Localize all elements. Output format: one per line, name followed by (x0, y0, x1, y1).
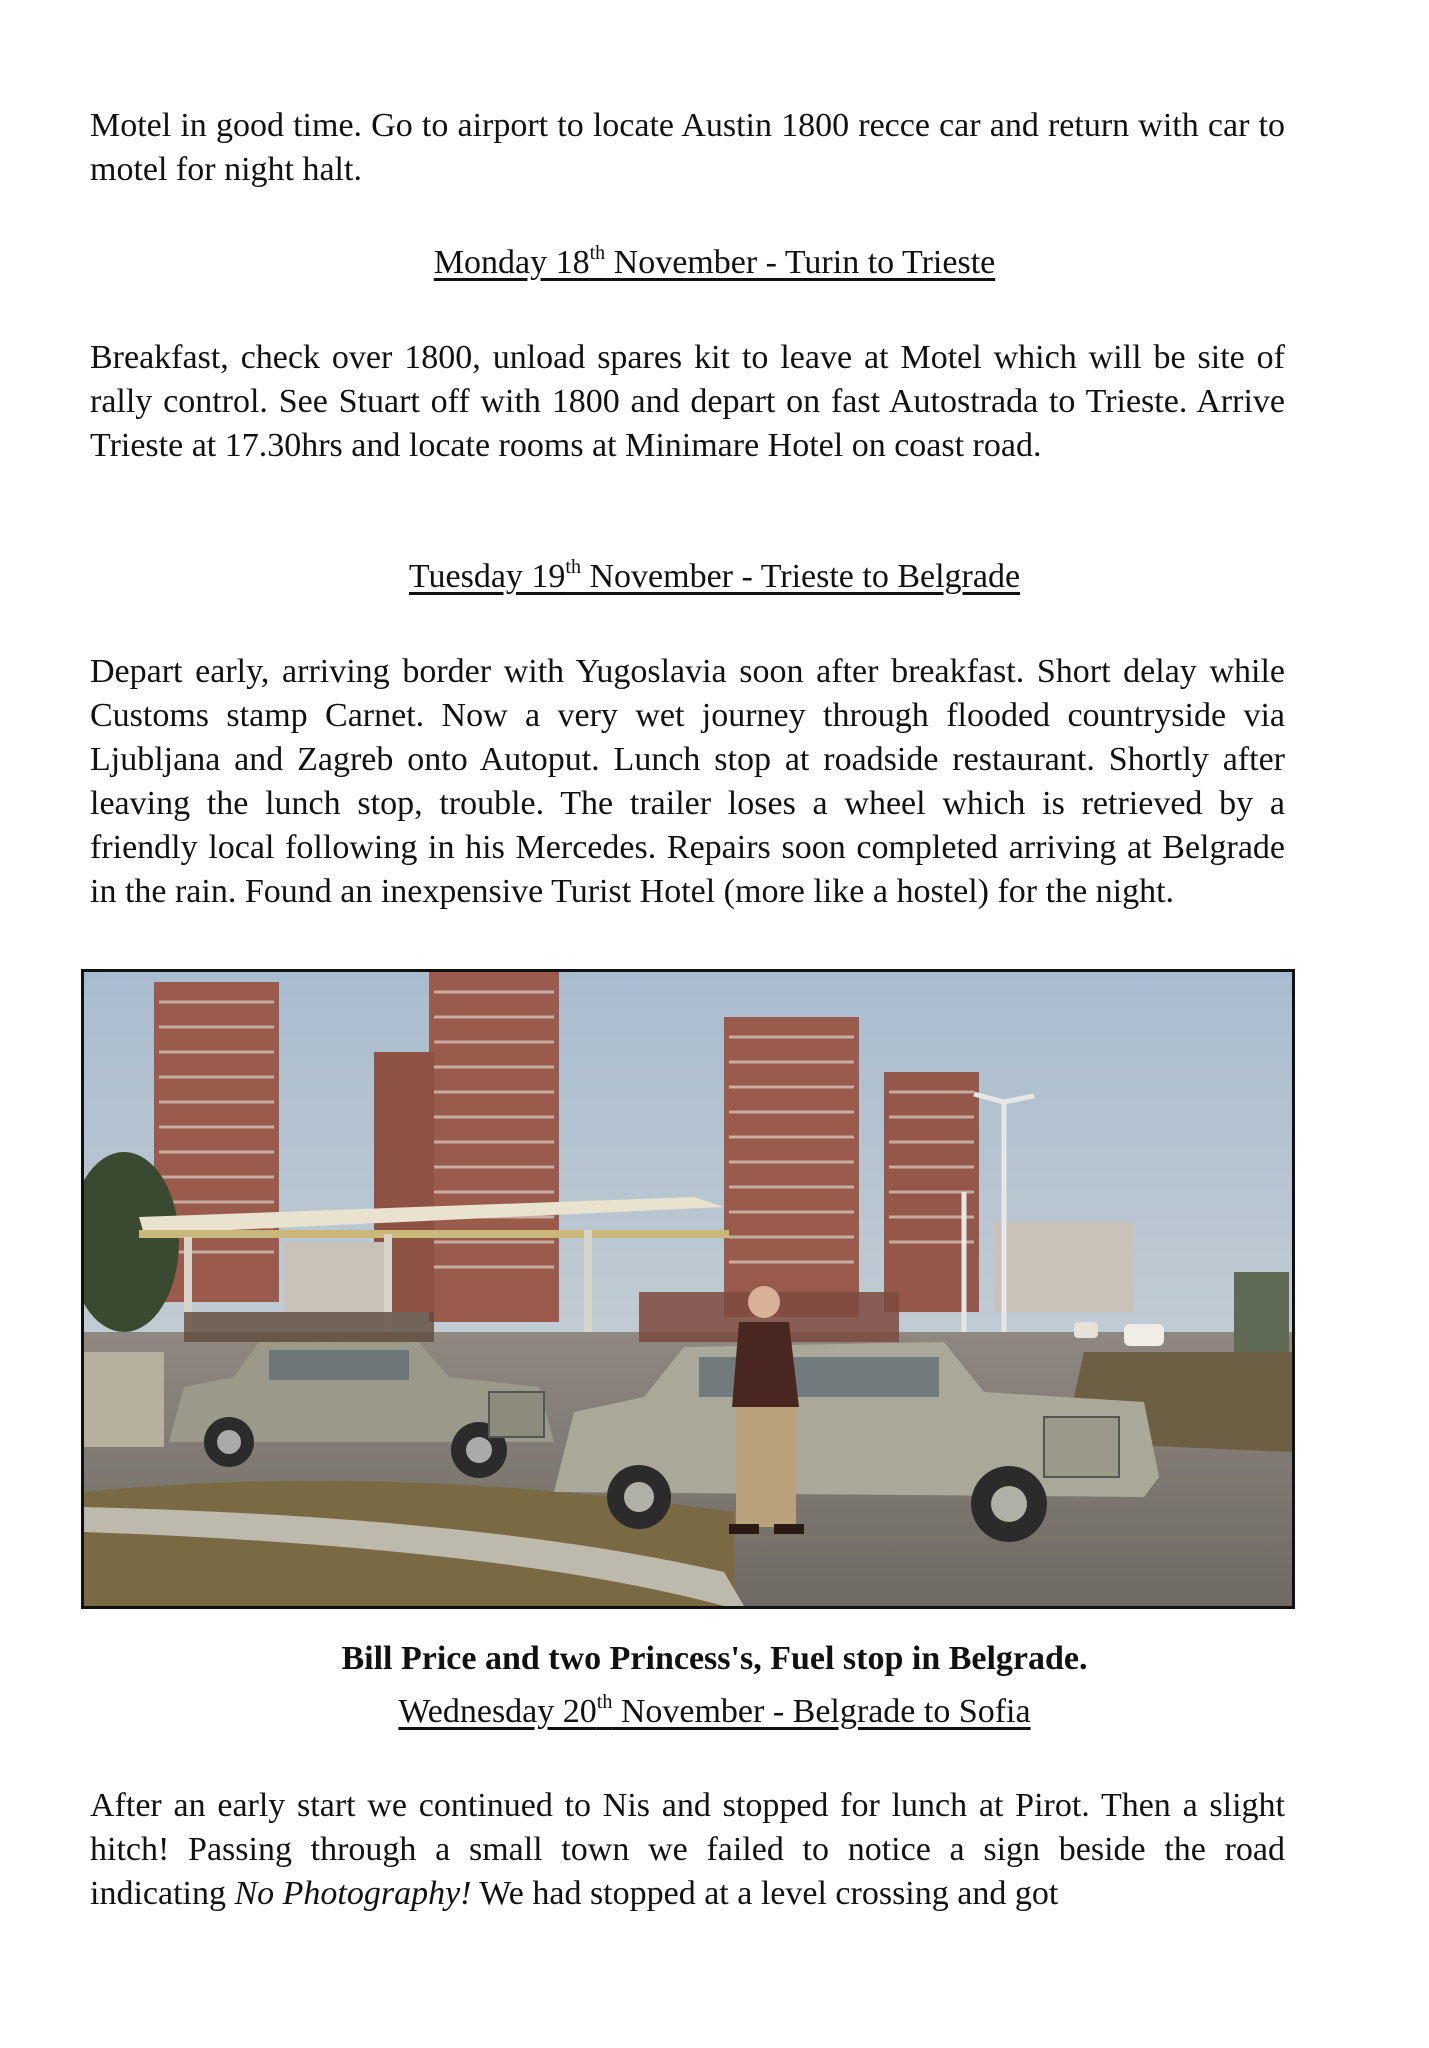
no-photography-text: No Photography! (234, 1875, 472, 1912)
paragraph-motel: Motel in good time. Go to airport to locate Austin 1800 recce car and return with car to motel for night halt. (90, 107, 1285, 188)
paragraph-early-start: After an early start we continued to Nis and stopped for lunch at Pirot. Then a slight hitch! Passing through a small town we failed to notice a sign beside the road indicating No Photography! We had stopped at a level crossing and got (90, 1787, 1285, 1912)
photo-caption: Bill Price and two Princess's, Fuel stop in Belgrade. (341, 1640, 1088, 1677)
heading-tuesday: Tuesday 19th November - Trieste to Belgrade (408, 555, 1021, 595)
paragraph-depart: Depart early, arriving border with Yugoslavia soon after breakfast. Short delay while Customs stamp Carnet. Now a very wet journey through flooded countryside via Ljubljana and Zagreb onto Autoput. Lunch stop at roadside restaurant. Shortly after leaving the lunch stop, trouble. The trailer loses a wheel which is retrieved by a friendly local following in his Mercedes. Repairs soon completed arriving at Belgrade in the rain. Found an inexpensive Turist Hotel (more like a hostel) for the night. (90, 653, 1285, 910)
paragraph-breakfast: Breakfast, check over 1800, unload spares kit to leave at Motel which will be site of rally control. See Stuart off with 1800 and depart on fast Autostrada to Trieste. Arrive Trieste at 17.30hrs and locate rooms at Minimare Hotel on coast road. (90, 339, 1285, 464)
photo-fuel-stop-belgrade (81, 969, 1295, 1609)
heading-monday: Monday 18th November - Turin to Trieste (433, 241, 996, 281)
heading-wednesday: Wednesday 20th November - Belgrade to Sofia (398, 1690, 1031, 1730)
photo-illustration (84, 972, 1292, 1606)
